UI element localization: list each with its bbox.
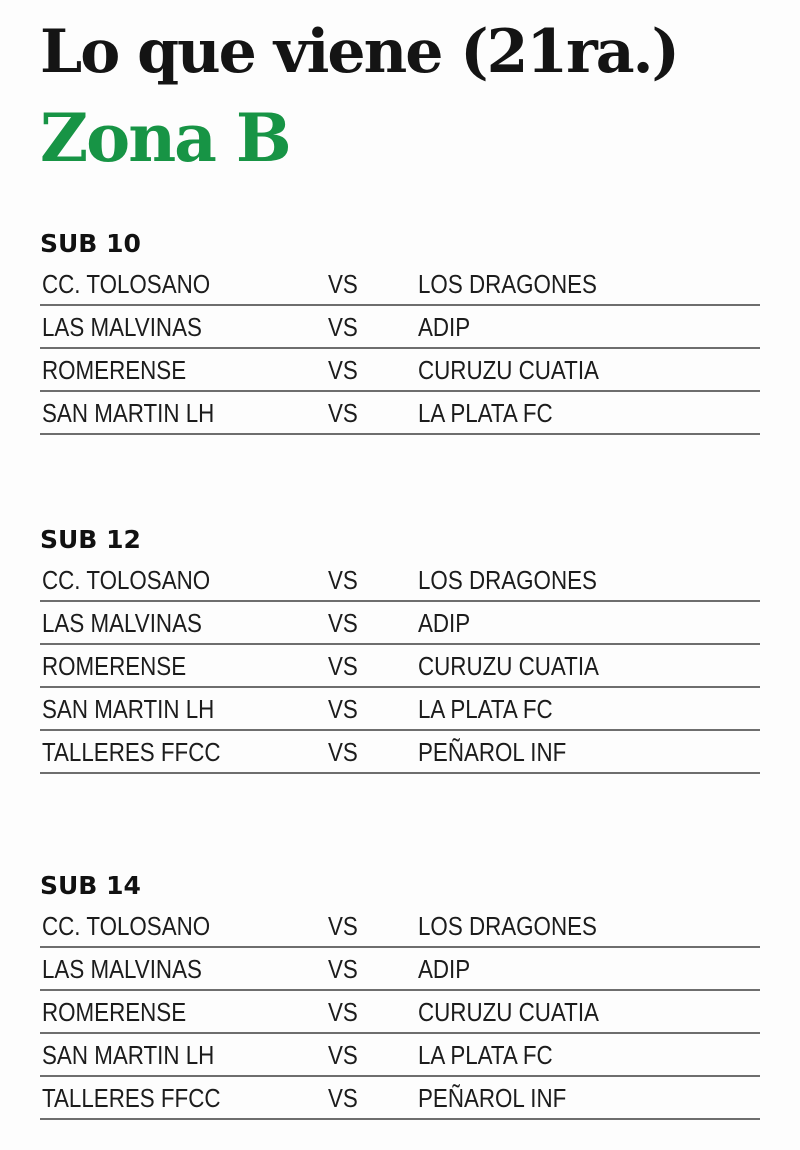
match-row [40, 948, 760, 991]
versus-label: VS [328, 911, 358, 941]
away-team: ADIP [418, 608, 471, 638]
match-row [40, 688, 760, 731]
away-team: LA PLATA FC [418, 694, 553, 724]
home-team: ROMERENSE [42, 997, 187, 1027]
match-row [40, 306, 760, 349]
match-row [40, 349, 760, 392]
match-row [40, 263, 760, 306]
versus-label: VS [328, 312, 358, 342]
away-team: PEÑAROL INF [418, 1083, 567, 1113]
home-team: SAN MARTIN LH [42, 694, 215, 724]
zone-title: Zona B [40, 99, 290, 177]
away-team: LOS DRAGONES [418, 565, 597, 595]
home-team: SAN MARTIN LH [42, 398, 215, 428]
match-row [40, 392, 760, 435]
match-row [40, 731, 760, 774]
versus-label: VS [328, 355, 358, 385]
versus-label: VS [328, 1040, 358, 1070]
home-team: TALLERES FFCC [42, 737, 221, 767]
versus-label: VS [328, 269, 358, 299]
page-title: Lo que viene (21ra.) [40, 17, 678, 87]
section-title: SUB 12 [40, 525, 141, 554]
match-row [40, 1077, 760, 1120]
home-team: LAS MALVINAS [42, 312, 202, 342]
away-team: CURUZU CUATIA [418, 997, 599, 1027]
away-team: LOS DRAGONES [418, 269, 597, 299]
versus-label: VS [328, 651, 358, 681]
section-sub-10 [40, 225, 760, 435]
versus-label: VS [328, 1083, 358, 1113]
versus-label: VS [328, 997, 358, 1027]
home-team: ROMERENSE [42, 651, 187, 681]
away-team: ADIP [418, 312, 471, 342]
away-team: ADIP [418, 954, 471, 984]
match-row [40, 991, 760, 1034]
versus-label: VS [328, 954, 358, 984]
match-row [40, 1034, 760, 1077]
home-team: LAS MALVINAS [42, 608, 202, 638]
section-title: SUB 14 [40, 871, 141, 900]
match-row [40, 645, 760, 688]
home-team: LAS MALVINAS [42, 954, 202, 984]
away-team: LOS DRAGONES [418, 911, 597, 941]
away-team: LA PLATA FC [418, 398, 553, 428]
versus-label: VS [328, 608, 358, 638]
away-team: LA PLATA FC [418, 1040, 553, 1070]
versus-label: VS [328, 565, 358, 595]
home-team: CC. TOLOSANO [42, 911, 211, 941]
away-team: PEÑAROL INF [418, 737, 567, 767]
section-title: SUB 10 [40, 229, 141, 258]
away-team: CURUZU CUATIA [418, 355, 599, 385]
section-sub-14 [40, 867, 760, 1120]
section-sub-12 [40, 521, 760, 774]
versus-label: VS [328, 737, 358, 767]
match-row [40, 559, 760, 602]
home-team: ROMERENSE [42, 355, 187, 385]
home-team: SAN MARTIN LH [42, 1040, 215, 1070]
match-row [40, 602, 760, 645]
home-team: CC. TOLOSANO [42, 269, 211, 299]
match-row [40, 905, 760, 948]
away-team: CURUZU CUATIA [418, 651, 599, 681]
home-team: TALLERES FFCC [42, 1083, 221, 1113]
home-team: CC. TOLOSANO [42, 565, 211, 595]
versus-label: VS [328, 694, 358, 724]
versus-label: VS [328, 398, 358, 428]
